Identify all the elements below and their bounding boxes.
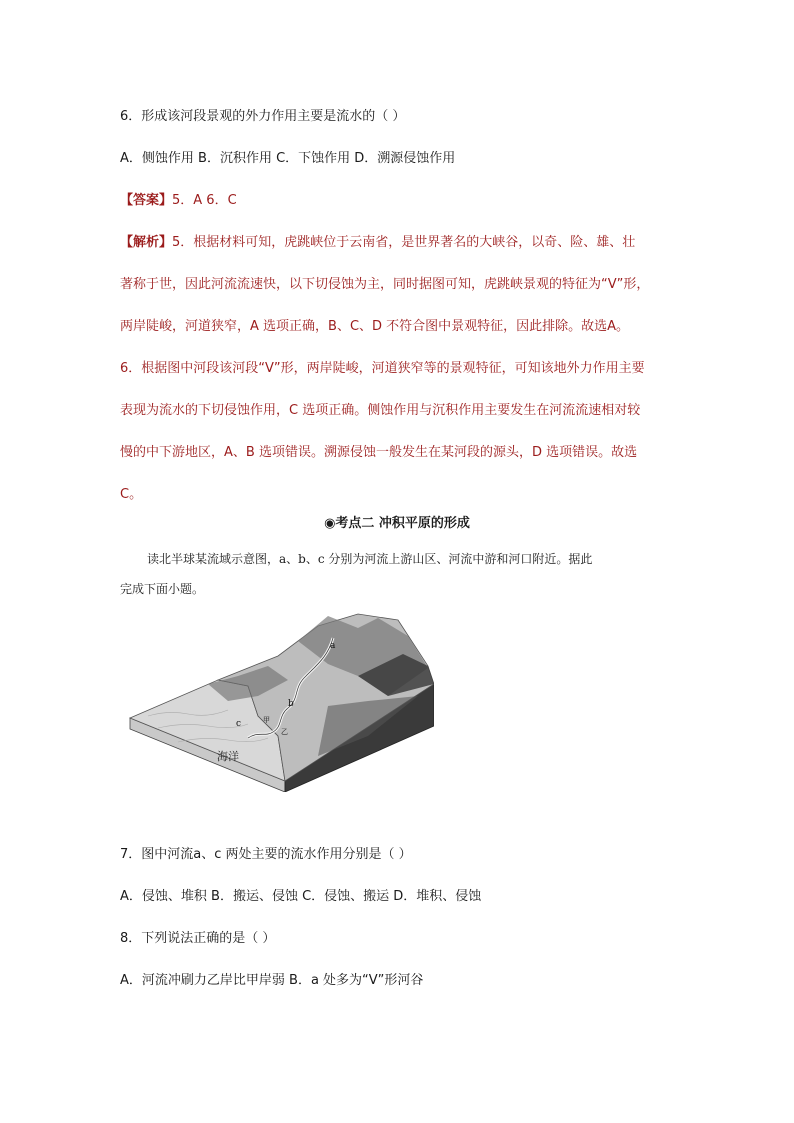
q8-options: A．河流冲刷力乙岸比甲岸弱 B．a 处多为“V”形河谷 bbox=[120, 973, 424, 988]
q6-question: 6．形成该河段景观的外力作用主要是流水的（ ） bbox=[120, 109, 406, 124]
analysis-line-7: C。 bbox=[120, 487, 143, 502]
analysis-line-1 bbox=[120, 234, 635, 252]
intro-line-2: 完成下面小题。 bbox=[120, 582, 205, 596]
label-sea: 海洋 bbox=[217, 750, 239, 763]
river-basin-diagram bbox=[128, 606, 434, 792]
analysis-label: 【解析】 bbox=[120, 235, 173, 250]
label-b: b bbox=[288, 699, 294, 709]
analysis-line-4: 6．根据图中河段该河段“V”形，两岸陡峻，河道狭窄等的景观特征，可知该地外力作用主要 bbox=[120, 361, 645, 376]
q7-options: A．侵蚀、堆积 B．搬运、侵蚀 C．侵蚀、搬运 D．堆积、侵蚀 bbox=[120, 889, 482, 904]
answer-label: 【答案】 bbox=[120, 193, 173, 208]
label-yi: 乙 bbox=[281, 728, 288, 736]
answer-text: 5．A 6．C bbox=[172, 193, 237, 208]
analysis-text-1: 5．根据材料可知，虎跳峡位于云南省，是世界著名的大峡谷，以奇、险、雄、壮 bbox=[172, 235, 636, 250]
analysis-line-2: 著称于世，因此河流流速快，以下切侵蚀为主，同时据图可知，虎跳峡景观的特征为“V”形， bbox=[120, 277, 650, 292]
analysis-line-6: 慢的中下游地区，A、B 选项错误。溯源侵蚀一般发生在某河段的源头，D 选项错误。故选 bbox=[120, 445, 638, 460]
analysis-line-3: 两岸陡峻，河道狭窄，A 选项正确，B、C、D 不符合图中景观特征，因此排除。故选A。 bbox=[120, 319, 630, 334]
label-c: c bbox=[236, 719, 242, 729]
answer-line bbox=[120, 192, 237, 210]
q8-question: 8．下列说法正确的是（ ） bbox=[120, 931, 276, 946]
section-title: ◉考点二 冲积平原的形成 bbox=[324, 516, 470, 531]
label-a: a bbox=[330, 641, 336, 651]
q6-options: A．侧蚀作用 B．沉积作用 C．下蚀作用 D．溯源侵蚀作用 bbox=[120, 151, 456, 166]
analysis-line-5: 表现为流水的下切侵蚀作用，C 选项正确。侧蚀作用与沉积作用主要发生在河流流速相对较 bbox=[120, 403, 641, 418]
label-jia: 甲 bbox=[263, 716, 270, 724]
intro-line-1: 读北半球某流域示意图，a、b、c 分别为河流上游山区、河流中游和河口附近。据此 bbox=[147, 552, 593, 566]
q7-question: 7．图中河流a、c 两处主要的流水作用分别是（ ） bbox=[120, 847, 412, 862]
